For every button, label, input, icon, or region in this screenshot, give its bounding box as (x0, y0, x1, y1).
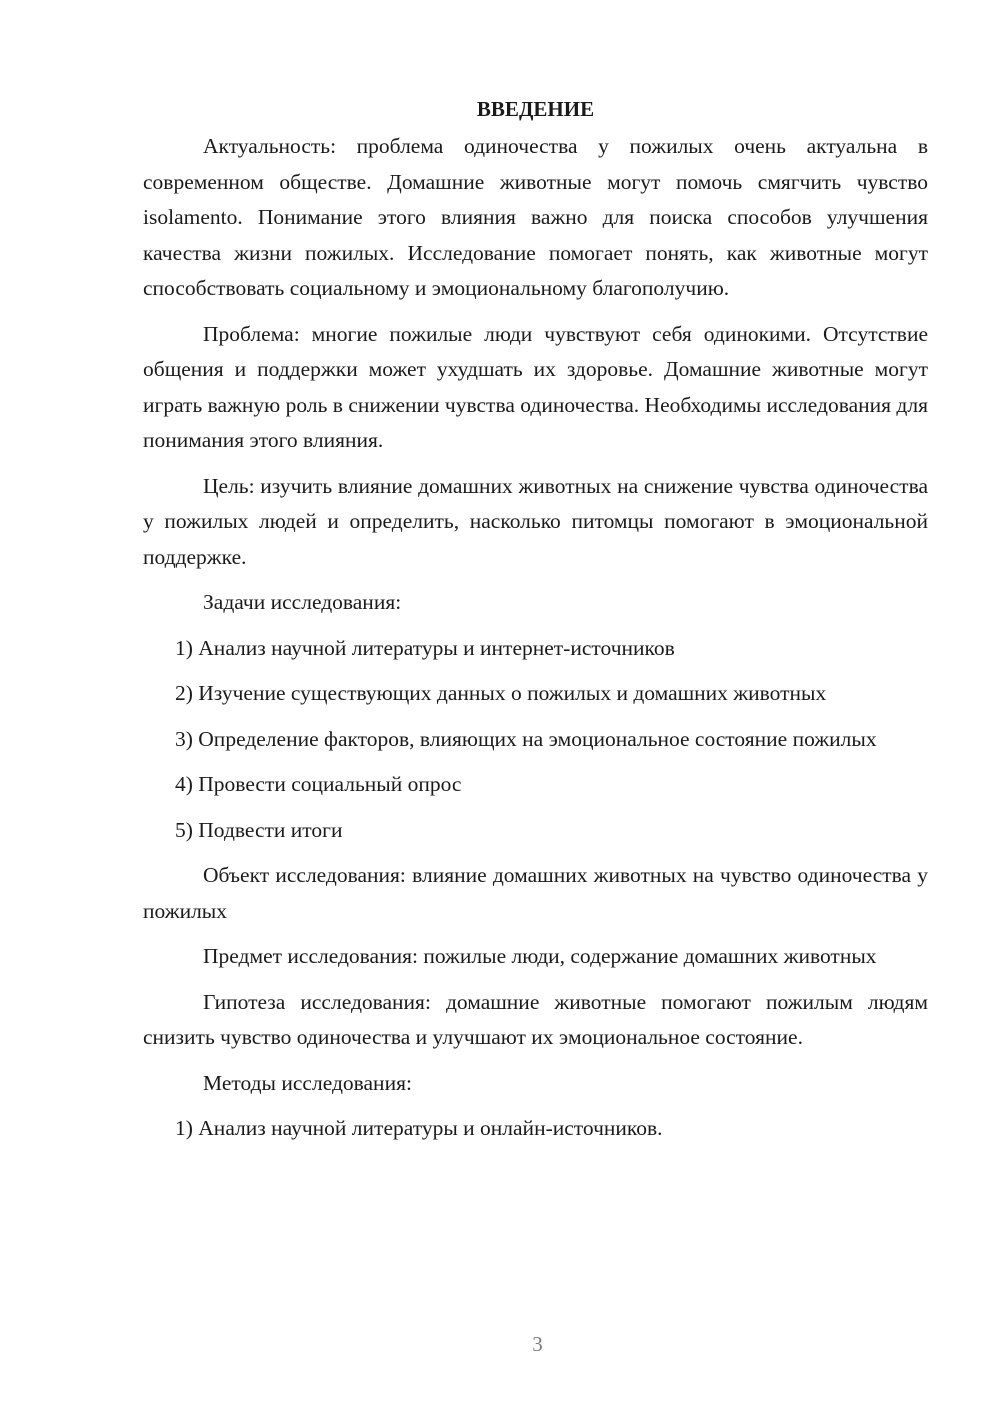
list-item: 3) Определение факторов, влияющих на эмоциональное состояние пожилых (175, 726, 877, 751)
list-item: 2) Изучение существующих данных о пожилых и домашних животных (175, 681, 827, 705)
list-item: 4) Провести социальный опрос (175, 772, 462, 796)
hypothesis-paragraph: Гипотеза исследования: домашние животные помогают пожилым людям снизить чувство одиночества и улучшают их эмоциональное состояние. (143, 989, 928, 1049)
problem-paragraph: Проблема: многие пожилые люди чувствуют себя одинокими. Отсутствие общения и поддержки может ухудшать их здоровье. Домашние животные могут играть важную роль в снижении чувства одиночества. Необходимы исследования для понимания этого влияния. (143, 321, 928, 452)
goal-paragraph: Цель: изучить влияние домашних животных на снижение чувства одиночества у пожилых людей и определить, насколько питомцы помогают в эмоциональной поддержке. (143, 473, 928, 569)
methods-list (143, 1111, 928, 1147)
tasks-heading: Задачи исследования: (203, 590, 402, 614)
subject-paragraph: Предмет исследования: пожилые люди, содержание домашних животных (203, 944, 877, 968)
document-page (143, 92, 928, 1157)
object-paragraph: Объект исследования: влияние домашних животных на чувство одиночества у пожилых (143, 863, 928, 923)
list-item: 5) Подвести итоги (175, 817, 343, 842)
page-number: 3 (532, 1332, 543, 1356)
methods-heading: Методы исследования: (203, 1070, 412, 1095)
tasks-list (143, 631, 928, 849)
list-item: 1) Анализ научной литературы и интернет-источников (175, 635, 675, 660)
relevance-paragraph: Актуальность: проблема одиночества у пожилых очень актуальна в современном обществе. Домашние животные могут помочь смягчить чувство isolamento. Понимание этого влияния важно для поиска способов улучшения качества жизни пожилых. Исследование помогает понять, как животные могут способствовать социальному и эмоциональному благополучию. (143, 134, 928, 300)
list-item: 1) Анализ научной литературы и онлайн-источников. (175, 1116, 663, 1140)
section-title: ВВЕДЕНИЕ (476, 97, 595, 121)
